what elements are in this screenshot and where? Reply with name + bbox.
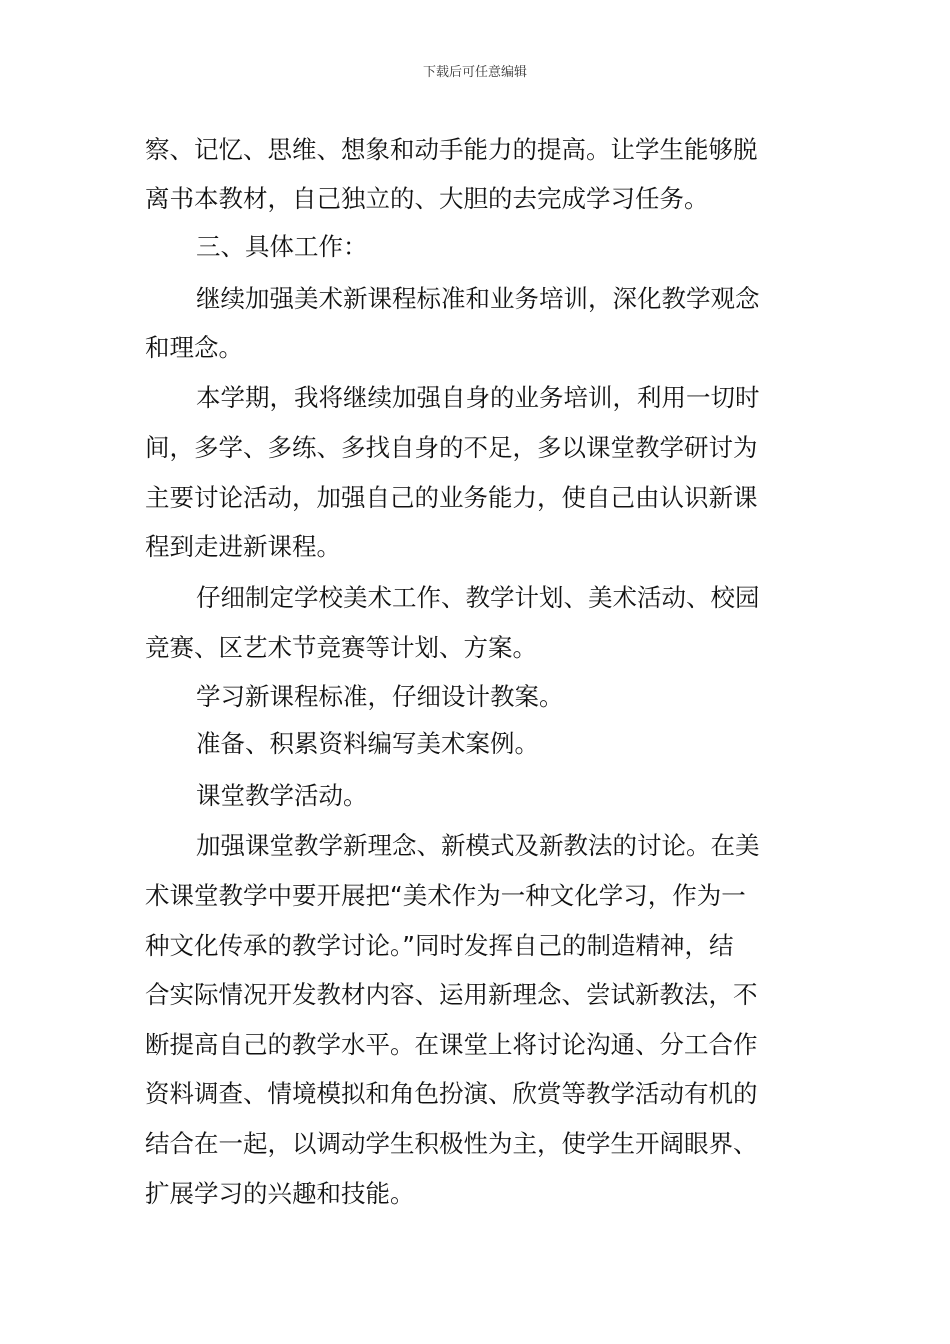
text-line: 间，多学、多练、多找自身的不足，多以课堂教学研讨为	[145, 433, 758, 462]
text-line: 继续加强美术新课程标准和业务培训，深化教学观念	[196, 284, 760, 313]
text-line: 种文化传承的教学讨论。”同时发挥自己的制造精神，结	[145, 931, 734, 960]
text-line: 本学期，我将继续加强自身的业务培训，利用一切时	[196, 383, 760, 412]
text-line: 三、具体工作：	[196, 232, 368, 261]
text-line: 主要讨论活动，加强自己的业务能力，使自己由认识新课	[145, 483, 758, 512]
text-line: 加强课堂教学新理念、新模式及新教法的讨论。在美	[196, 831, 760, 860]
text-line: 合实际情况开发教材内容、运用新理念、尝试新教法，不	[145, 980, 758, 1009]
text-line: 学习新课程标准，仔细设计教案。	[196, 682, 564, 711]
text-line: 离书本教材，自己独立的、大胆的去完成学习任务。	[145, 184, 709, 213]
text-line: 程到走进新课程。	[145, 532, 341, 561]
text-line: 扩展学习的兴趣和技能。	[145, 1179, 415, 1208]
text-line: 和理念。	[145, 333, 243, 362]
text-line: 课堂教学活动。	[196, 781, 368, 810]
text-line: 准备、积累资料编写美术案例。	[196, 729, 539, 758]
page-header: 下载后可任意编辑	[422, 65, 527, 80]
text-line: 结合在一起，以调动学生积极性为主，使学生开阔眼界、	[145, 1129, 758, 1158]
text-line: 竞赛、区艺术节竞赛等计划、方案。	[145, 633, 537, 662]
text-line: 术课堂教学中要开展把“美术作为一种文化学习，作为一	[145, 881, 746, 910]
text-line: 察、记忆、思维、想象和动手能力的提高。让学生能够脱	[145, 135, 758, 164]
text-line: 断提高自己的教学水平。在课堂上将讨论沟通、分工合作	[145, 1030, 758, 1059]
text-line: 资料调查、情境模拟和角色扮演、欣赏等教学活动有机的	[145, 1079, 758, 1108]
text-line: 仔细制定学校美术工作、教学计划、美术活动、校园	[196, 583, 760, 612]
